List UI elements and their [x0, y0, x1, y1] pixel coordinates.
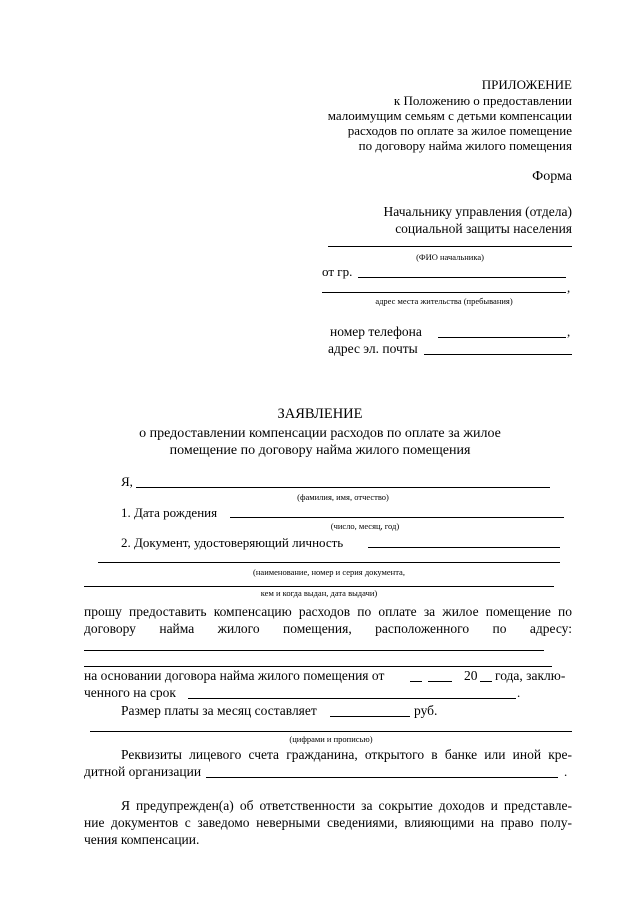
payment-hint: (цифрами и прописью) [289, 734, 373, 744]
appendix-line: по договору найма жилого помещения [358, 138, 572, 153]
doc-issued-line [84, 586, 554, 587]
appendix-title: ПРИЛОЖЕНИЕ [481, 77, 572, 92]
address-line-2 [84, 666, 552, 667]
account-dot: . [564, 764, 568, 779]
from-label: от гр. [322, 264, 353, 279]
contract-year-line [480, 681, 492, 682]
appendix-line: малоимущим семьям с детьми компенсации [327, 108, 572, 123]
birth-label: 1. Дата рождения [121, 505, 218, 520]
address-hint: адрес места жительства (пребывания) [375, 296, 513, 306]
birth-field-line [230, 517, 564, 518]
payment-label: Размер платы за месяц составляет [121, 703, 317, 718]
term-label: ченного на срок [84, 685, 176, 700]
phone-field-line [438, 337, 566, 338]
request-text: прошу предоставить компенсацию расходов по оплате за жилое помещение по [84, 604, 572, 619]
contract-end: года, заклю- [495, 668, 566, 683]
name-hint: (фамилия, имя, отчество) [297, 492, 389, 502]
payment-field-line [330, 716, 410, 717]
appendix-line: расходов по оплате за жилое помещение [347, 123, 572, 138]
warning-text: чения компенсации. [84, 832, 200, 847]
doc-hint: (наименование, номер и серия документа, [253, 567, 405, 577]
warning-text: Я предупрежден(а) об ответственности за сокрытие доходов и представле- [121, 798, 572, 813]
email-label: адрес эл. почты [328, 341, 418, 356]
fio-field-line [328, 246, 572, 247]
request-text: договору найма жилого помещения, расположенного по адресу: [84, 621, 572, 636]
contract-label: на основании договора найма жилого помещения от [84, 668, 385, 683]
address-line-1 [84, 650, 544, 651]
addressee-line: Начальнику управления (отдела) [383, 204, 572, 219]
document-subtitle: о предоставлении компенсации расходов по оплате за жилое [139, 426, 501, 441]
ya-label: Я, [121, 474, 133, 489]
appendix-line: к Положению о предоставлении [393, 93, 572, 108]
birth-hint: (число, месяц, год) [330, 521, 400, 531]
email-field-line [424, 354, 572, 355]
doc-field-line [368, 547, 560, 548]
account-field-line [206, 777, 558, 778]
term-dot: . [517, 685, 521, 700]
phone-label: номер телефона [330, 324, 422, 339]
fio-hint: (ФИО начальника) [416, 252, 484, 262]
account-text: дитной организации [84, 764, 202, 779]
contract-month-line [428, 681, 452, 682]
address-field-line [322, 292, 566, 293]
fullname-field-line [136, 487, 550, 488]
phone-comma: , [567, 324, 571, 339]
document-subtitle: помещение по договору найма жилого помещения [169, 443, 471, 458]
form-label: Форма [532, 169, 572, 184]
addressee-line: социальной защиты населения [395, 221, 572, 236]
address-comma: , [567, 280, 571, 295]
term-field-line [188, 698, 516, 699]
contract-day-line [410, 681, 422, 682]
issued-hint: кем и когда выдан, дата выдачи) [260, 588, 378, 598]
doc-field-line-2 [98, 562, 560, 563]
account-text: Реквизиты лицевого счета гражданина, открытого в банке или иной кре- [121, 747, 572, 762]
from-field-line [358, 277, 566, 278]
document-title: ЗАЯВЛЕНИЕ [277, 406, 363, 422]
warning-text: ние документов с заведомо неверными сведениями, влияющими на право полу- [84, 815, 572, 830]
doc-label: 2. Документ, удостоверяющий личность [121, 535, 344, 550]
payment-words-line [90, 731, 572, 732]
payment-unit: руб. [414, 703, 438, 718]
contract-year-prefix: 20 [464, 668, 478, 683]
